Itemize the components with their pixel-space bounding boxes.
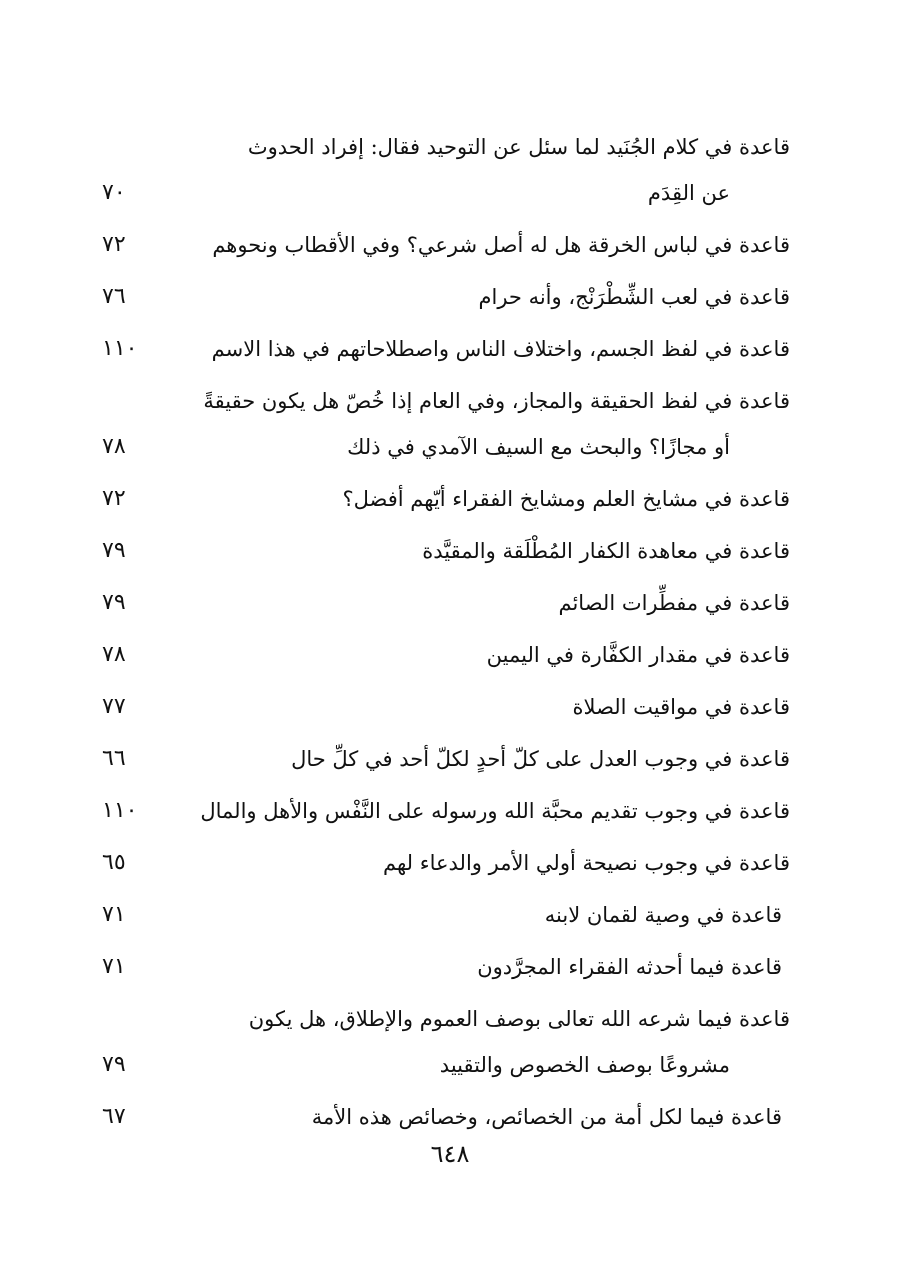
toc-page-number: ٧٦: [102, 284, 126, 309]
toc-entry-title: [172, 378, 790, 470]
toc-entry: [100, 268, 790, 320]
toc-entry: [100, 216, 790, 268]
toc-page-number: ٧١: [102, 902, 126, 927]
toc-page-number: ٧٢: [102, 486, 126, 511]
toc-entry-title: قاعدة في وصية لقمان لابنه: [544, 903, 782, 927]
toc-entry: [100, 372, 790, 470]
toc-entry-title: قاعدة فيما لكل أمة من الخصائص، وخصائص هذه الأمة: [311, 1105, 782, 1129]
toc-page-number: ٧٨: [102, 642, 126, 667]
toc-entry-title: قاعدة في معاهدة الكفار المُطْلَقة والمقيَّدة: [422, 539, 790, 563]
toc-entry: [100, 1088, 790, 1140]
toc-page-number: ٧٨: [102, 434, 126, 459]
toc-entry: [100, 886, 790, 938]
toc-entry: [100, 678, 790, 730]
toc-page-number: ٦٥: [102, 850, 126, 875]
toc-entry: [100, 470, 790, 522]
toc-entry-line: قاعدة في لفظ الحقيقة والمجاز، وفي العام إذا خُصّ هل يكون حقيقةً: [203, 389, 790, 413]
toc-page-number: ٧٧: [102, 694, 126, 719]
toc-entry-title: قاعدة في لعب الشِّطْرَنْج، وأنه حرام: [478, 285, 790, 309]
toc-page-number: ٦٧: [102, 1104, 126, 1129]
page-number: ٦٤٨: [430, 1140, 470, 1168]
toc-page-number: ٧٩: [102, 590, 126, 615]
toc-entry-title: قاعدة في وجوب تقديم محبَّة الله ورسوله على النَّفْس والأهل والمال: [200, 799, 790, 823]
toc-entry-title: قاعدة فيما أحدثه الفقراء المجرَّدون: [477, 955, 782, 979]
toc-page-number: ٧٩: [102, 1052, 126, 1077]
toc-entry-title: قاعدة في لفظ الجسم، واختلاف الناس واصطلاحاتهم في هذا الاسم: [211, 337, 790, 361]
toc-page-number: ١١٠: [102, 798, 138, 823]
toc-entry: [100, 626, 790, 678]
toc-page-number: ٦٦: [102, 746, 126, 771]
toc-entry-title: قاعدة في مفطِّرات الصائم: [558, 591, 790, 615]
toc-entry: [100, 118, 790, 216]
toc-entry-title: قاعدة في مواقيت الصلاة: [572, 695, 790, 719]
toc-entry: [100, 834, 790, 886]
toc-entry: [100, 574, 790, 626]
toc-entry: [100, 522, 790, 574]
toc-entry-title: [172, 124, 790, 216]
toc-entry-line: أو مجازًا؟ والبحث مع السيف الآمدي في ذلك: [347, 435, 730, 459]
toc-entry-title: [172, 996, 790, 1088]
toc-entry-line: عن القِدَم: [647, 181, 730, 205]
toc-page-number: ١١٠: [102, 336, 138, 361]
table-of-contents: [100, 118, 790, 1140]
toc-entry: [100, 320, 790, 372]
toc-entry: [100, 938, 790, 990]
toc-entry-title: قاعدة في لباس الخرقة هل له أصل شرعي؟ وفي الأقطاب ونحوهم: [212, 233, 790, 257]
toc-entry: [100, 990, 790, 1088]
toc-entry: [100, 730, 790, 782]
toc-page-number: ٧٢: [102, 232, 126, 257]
toc-entry-title: قاعدة في مشايخ العلم ومشايخ الفقراء أيّهم أفضل؟: [342, 487, 790, 511]
toc-entry-line: قاعدة فيما شرعه الله تعالى بوصف العموم والإطلاق، هل يكون: [248, 1007, 790, 1031]
toc-entry: [100, 782, 790, 834]
toc-page-number: ٧٠: [102, 180, 126, 205]
toc-entry-line: قاعدة في كلام الجُنَيد لما سئل عن التوحيد فقال: إفراد الحدوث: [247, 135, 790, 159]
toc-page-number: ٧٩: [102, 538, 126, 563]
toc-entry-title: قاعدة في مقدار الكفَّارة في اليمين: [486, 643, 790, 667]
toc-entry-title: قاعدة في وجوب نصيحة أولي الأمر والدعاء لهم: [383, 851, 790, 875]
toc-entry-title: قاعدة في وجوب العدل على كلّ أحدٍ لكلّ أحد في كلِّ حال: [291, 747, 790, 771]
toc-entry-line: مشروعًا بوصف الخصوص والتقييد: [439, 1053, 730, 1077]
toc-page-number: ٧١: [102, 954, 126, 979]
